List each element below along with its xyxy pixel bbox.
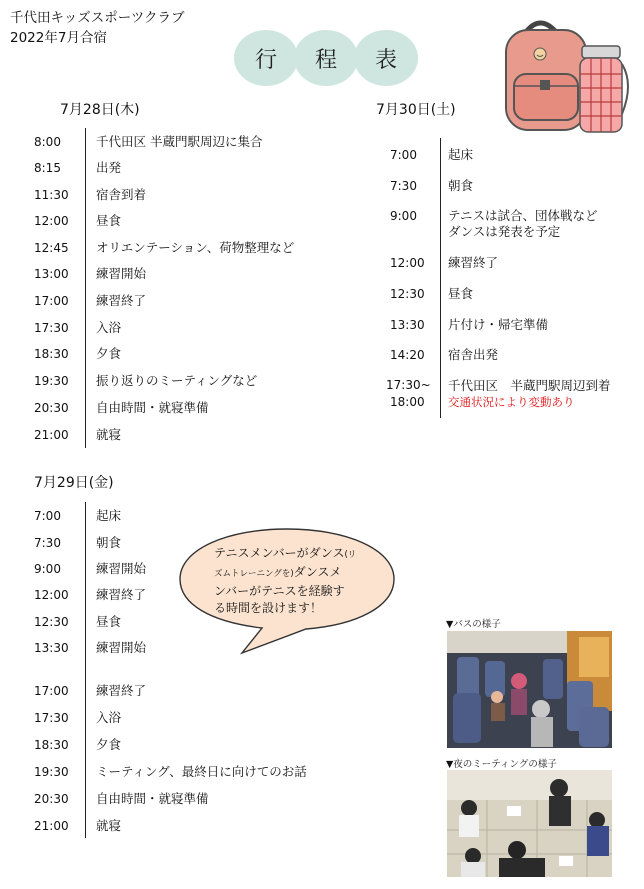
schedule-time: 17:00 <box>34 294 69 308</box>
title-char: 程 <box>314 48 337 73</box>
schedule-time: 9:00 <box>34 562 61 576</box>
schedule-activity: 入浴 <box>96 710 122 725</box>
schedule-time: 18:30 <box>34 738 69 752</box>
schedule-time: 13:30 <box>34 641 69 655</box>
day1-heading: 7月28日(木) <box>60 102 140 118</box>
schedule-activity: オリエンテーション、荷物整理など <box>96 240 295 255</box>
schedule-activity: 自由時間・就寝準備 <box>96 791 209 806</box>
schedule-time: 19:30 <box>34 374 69 388</box>
schedule-time: 17:30 <box>34 711 69 725</box>
bubble-small: ズムトレーニングを) <box>214 569 294 579</box>
schedule-activity: 就寝 <box>96 818 122 833</box>
schedule-time: 12:30 <box>390 287 425 301</box>
meeting-photo <box>447 770 612 877</box>
schedule-time: 20:30 <box>34 401 69 415</box>
schedule-time: 18:00 <box>390 395 425 409</box>
schedule-activity: 振り返りのミーティングなど <box>96 373 258 388</box>
schedule-activity: テニスは試合、団体戦など <box>448 208 598 223</box>
schedule-time: 7:30 <box>34 536 61 550</box>
schedule-activity: 入浴 <box>96 320 122 335</box>
page-title <box>234 30 418 86</box>
schedule-activity: 千代田区 半蔵門駅周辺到着 <box>448 378 611 393</box>
schedule-activity: 起床 <box>448 147 474 162</box>
schedule-time: 13:30 <box>390 318 425 332</box>
backpack-icon <box>506 23 586 130</box>
schedule-activity: 練習開始 <box>96 640 147 655</box>
day3-heading: 7月30日(土) <box>376 102 456 118</box>
backpack-illustration <box>496 14 642 136</box>
schedule-time: 7:00 <box>390 148 417 162</box>
bubble-line: ンバーがテニスを経験す <box>214 584 345 598</box>
day2-heading: 7月29日(金) <box>34 475 114 491</box>
schedule-time: 12:00 <box>390 256 425 270</box>
bubble-line: テニスメンバーがダンス <box>214 546 345 560</box>
schedule-time: 17:30~ <box>386 378 431 392</box>
schedule-activity: 昼食 <box>96 213 122 228</box>
schedule-activity: 出発 <box>96 160 122 175</box>
schedule-time: 12:00 <box>34 588 69 602</box>
day2-divider <box>85 502 86 838</box>
schedule-activity: 練習開始 <box>96 266 147 281</box>
schedule-activity: 宿舎出発 <box>448 347 499 362</box>
schedule-activity: 朝食 <box>96 535 122 550</box>
schedule-time: 17:00 <box>34 684 69 698</box>
schedule-time: 18:30 <box>34 347 69 361</box>
schedule-time: 7:00 <box>34 509 61 523</box>
schedule-activity: 夕食 <box>96 346 122 361</box>
schedule-time: 21:00 <box>34 428 69 442</box>
speech-bubble-text <box>214 545 356 617</box>
title-char: 表 <box>374 48 397 73</box>
water-bottle-icon <box>580 46 628 132</box>
schedule-time: 7:30 <box>390 179 417 193</box>
schedule-activity: 千代田区 半蔵門駅周辺に集合 <box>96 134 263 149</box>
schedule-activity: 昼食 <box>96 614 122 629</box>
schedule-activity: 練習終了 <box>96 587 147 602</box>
schedule-activity: ダンスは発表を予定 <box>448 224 561 239</box>
schedule-activity: 練習開始 <box>96 561 147 576</box>
schedule-time: 14:20 <box>390 348 425 362</box>
schedule-activity: 夕食 <box>96 737 122 752</box>
schedule-time: 8:15 <box>34 161 61 175</box>
schedule-note: 交通状況により変動あり <box>448 395 575 409</box>
bubble-small: (リ <box>344 550 357 560</box>
bus-photo-caption: ▼バスの様子 <box>446 619 501 630</box>
meeting-photo-caption: ▼夜のミーティングの様子 <box>446 759 557 770</box>
schedule-activity: 起床 <box>96 508 122 523</box>
schedule-time: 19:30 <box>34 765 69 779</box>
bubble-line: ダンスメ <box>293 565 342 579</box>
schedule-activity: 朝食 <box>448 178 474 193</box>
schedule-activity: 片付け・帰宅準備 <box>448 317 549 332</box>
schedule-time: 12:45 <box>34 241 69 255</box>
org-name: 千代田キッズスポーツクラブ <box>10 10 185 26</box>
schedule-time: 20:30 <box>34 792 69 806</box>
schedule-activity: 自由時間・就寝準備 <box>96 400 209 415</box>
title-char: 行 <box>254 48 277 73</box>
schedule-time: 21:00 <box>34 819 69 833</box>
schedule-activity: 就寝 <box>96 427 122 442</box>
schedule-activity: 昼食 <box>448 286 474 301</box>
schedule-time: 12:30 <box>34 615 69 629</box>
schedule-time: 12:00 <box>34 214 69 228</box>
bus-photo <box>447 631 612 748</box>
schedule-time: 11:30 <box>34 188 69 202</box>
schedule-activity: ミーティング、最終日に向けてのお話 <box>96 764 307 779</box>
camp-name: 2022年7月合宿 <box>10 30 107 46</box>
day3-divider <box>440 138 441 418</box>
bubble-line: る時間を設けます！ <box>214 601 323 615</box>
schedule-activity: 練習終了 <box>96 683 147 698</box>
schedule-time: 8:00 <box>34 135 61 149</box>
day1-divider <box>85 128 86 448</box>
schedule-activity: 練習終了 <box>448 255 499 270</box>
schedule-time: 9:00 <box>390 209 417 223</box>
schedule-activity: 練習終了 <box>96 293 147 308</box>
schedule-time: 17:30 <box>34 321 69 335</box>
schedule-time: 13:00 <box>34 267 69 281</box>
schedule-activity: 宿舎到着 <box>96 187 147 202</box>
header-org <box>10 8 185 48</box>
